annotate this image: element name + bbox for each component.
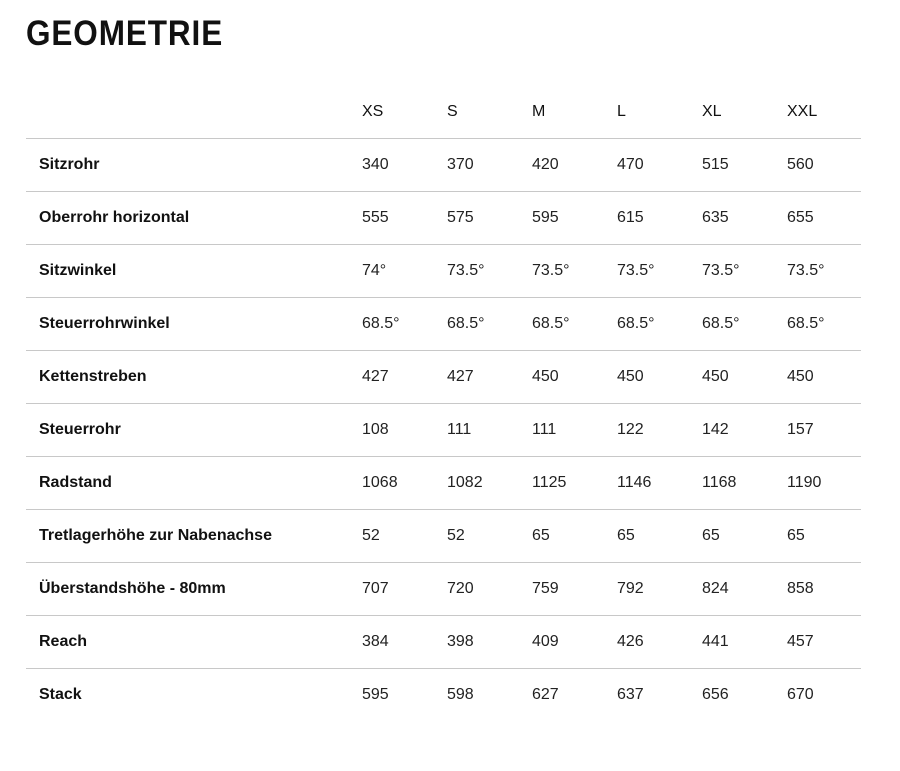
cell-value: 52 [362, 509, 447, 562]
cell-value: 450 [532, 350, 617, 403]
row-label: Kettenstreben [26, 350, 362, 403]
cell-value: 384 [362, 615, 447, 668]
cell-value: 108 [362, 403, 447, 456]
table-row [26, 509, 861, 562]
row-label: Sitzrohr [26, 138, 362, 191]
cell-value: 759 [532, 562, 617, 615]
cell-value: 450 [787, 350, 861, 403]
cell-value: 73.5° [702, 244, 787, 297]
cell-value: 68.5° [532, 297, 617, 350]
size-header-xxl: XXL [787, 86, 861, 138]
cell-value: 1168 [702, 456, 787, 509]
cell-value: 627 [532, 685, 559, 703]
cell-value: 427 [362, 350, 447, 403]
cell-value: 792 [617, 562, 702, 615]
table-row [26, 138, 861, 191]
row-label: Überstandshöhe - 80mm [26, 562, 362, 615]
row-label: Steuerrohr [26, 403, 362, 456]
cell-value: 73.5° [447, 244, 532, 297]
cell-value: 65 [787, 509, 861, 562]
cell-value: 68.5° [617, 297, 702, 350]
table-row [26, 244, 861, 297]
cell-value: 1146 [617, 456, 702, 509]
cell-value: 655 [787, 191, 861, 244]
table-row [26, 562, 861, 615]
cell-value: 615 [617, 191, 702, 244]
size-header-xs: XS [362, 86, 447, 138]
cell-value: 1082 [447, 456, 532, 509]
row-label: Radstand [26, 456, 362, 509]
table-body [26, 138, 861, 721]
cell-value: 1190 [787, 456, 861, 509]
cell-value: 1068 [362, 456, 447, 509]
cell-value: 65 [702, 509, 787, 562]
cell-value: 637 [617, 685, 644, 703]
page-title: GEOMETRIE [26, 14, 224, 53]
table-row [26, 191, 861, 244]
cell-value: 370 [447, 138, 532, 191]
cell-value: 858 [787, 562, 861, 615]
cell-value: 65 [617, 509, 702, 562]
cell-value: 68.5° [702, 297, 787, 350]
cell-value: 74° [362, 244, 447, 297]
cell-value: 457 [787, 615, 861, 668]
cell-value: 68.5° [787, 297, 861, 350]
cell-value: 73.5° [532, 244, 617, 297]
size-header-xl: XL [702, 86, 787, 138]
cell-value: 441 [702, 615, 787, 668]
table-row [26, 456, 861, 509]
cell-value: 470 [617, 138, 702, 191]
cell-value: 575 [447, 191, 532, 244]
table-row [26, 297, 861, 350]
cell-value: 635 [702, 191, 787, 244]
row-label: Stack [39, 685, 82, 703]
cell-value: 68.5° [362, 297, 447, 350]
cell-value: 427 [447, 350, 532, 403]
table-row [26, 403, 861, 456]
row-label: Steuerrohrwinkel [26, 297, 362, 350]
cell-value: 65 [532, 509, 617, 562]
cell-value: 1125 [532, 456, 617, 509]
cell-value: 560 [787, 138, 861, 191]
row-label: Sitzwinkel [26, 244, 362, 297]
cell-value: 157 [787, 403, 861, 456]
cell-value: 707 [362, 562, 447, 615]
cell-value: 420 [532, 138, 617, 191]
cell-value: 426 [617, 615, 702, 668]
geometry-table [26, 86, 861, 721]
cell-value: 656 [702, 685, 729, 703]
table-row [26, 668, 861, 721]
cell-value: 73.5° [787, 244, 861, 297]
cell-value: 142 [702, 403, 787, 456]
table-header-row [26, 86, 861, 138]
size-header-l: L [617, 86, 702, 138]
size-header-m: M [532, 86, 617, 138]
cell-value: 340 [362, 138, 447, 191]
row-label: Tretlagerhöhe zur Nabenachse [26, 509, 362, 562]
cell-value: 409 [532, 615, 617, 668]
table-row [26, 350, 861, 403]
cell-value: 598 [447, 685, 474, 703]
table-row [26, 615, 861, 668]
cell-value: 68.5° [447, 297, 532, 350]
row-label: Oberrohr horizontal [26, 191, 362, 244]
size-header-s: S [447, 86, 532, 138]
cell-value: 595 [362, 685, 389, 703]
cell-value: 555 [362, 191, 447, 244]
cell-value: 111 [532, 403, 617, 456]
cell-value: 595 [532, 191, 617, 244]
cell-value: 670 [787, 685, 814, 703]
row-label: Reach [26, 615, 362, 668]
cell-value: 52 [447, 509, 532, 562]
cell-value: 73.5° [617, 244, 702, 297]
header-empty-cell [26, 86, 362, 138]
cell-value: 111 [447, 403, 532, 456]
cell-value: 824 [702, 562, 787, 615]
cell-value: 122 [617, 403, 702, 456]
cell-value: 515 [702, 138, 787, 191]
cell-value: 450 [702, 350, 787, 403]
cell-value: 720 [447, 562, 532, 615]
cell-value: 398 [447, 615, 532, 668]
cell-value: 450 [617, 350, 702, 403]
